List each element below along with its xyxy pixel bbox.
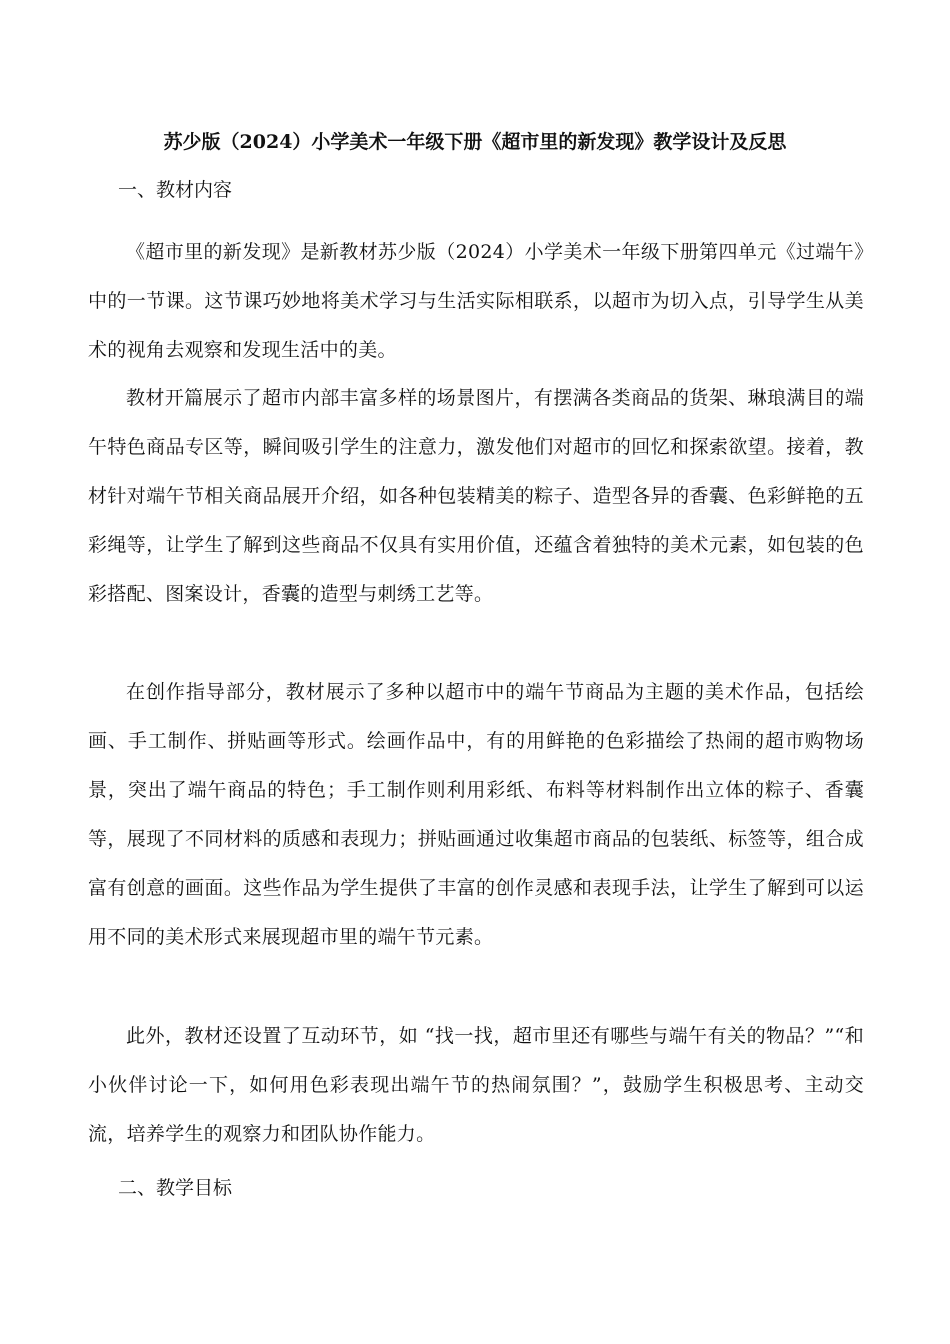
paragraph: 在创作指导部分，教材展示了多种以超市中的端午节商品为主题的美术作品，包括绘画、手工制作、拼贴画等形式。绘画作品中，有的用鲜艳的色彩描绘了热闹的超市购物场景，突出了端午商品的特色；手工制作则利用彩纸、布料等材料制作出立体的粽子、香囊等，展现了不同材料的质感和表现力；拼贴画通过收集超市商品的包装纸、标签等，组合成富有创意的画面。这些作品为学生提供了丰富的创作灵感和表现手法，让学生了解到可以运用不同的美术形式来展现超市里的端午节元素。	[88, 681, 864, 948]
section-heading-teaching-goals: 二、教学目标	[118, 1177, 233, 1199]
paragraph: 教材开篇展示了超市内部丰富多样的场景图片，有摆满各类商品的货架、琳琅满目的端午特色商品专区等，瞬间吸引学生的注意力，激发他们对超市的回忆和探索欲望。接着，教材针对端午节相关商品展开介绍，如各种包装精美的粽子、造型各异的香囊、色彩鲜艳的五彩绳等，让学生了解到这些商品不仅具有实用价值，还蕴含着独特的美术元素，如包装的色彩搭配、图案设计，香囊的造型与刺绣工艺等。	[88, 387, 864, 605]
document-title: 苏少版（2024）小学美术一年级下册《超市里的新发现》教学设计及反思	[163, 131, 787, 153]
paragraph: 此外，教材还设置了互动环节，如 “找一找，超市里还有哪些与端午有关的物品？”“和小伙伴讨论一下，如何用色彩表现出端午节的热闹氛围？”，鼓励学生积极思考、主动交流，培养学生的观察力和团队协作能力。	[88, 1025, 864, 1145]
paragraph: 《超市里的新发现》是新教材苏少版（2024）小学美术一年级下册第四单元《过端午》中的一节课。这节课巧妙地将美术学习与生活实际相联系，以超市为切入点，引导学生从美术的视角去观察和发现生活中的美。	[88, 241, 864, 361]
section-heading-teaching-content: 一、教材内容	[118, 179, 233, 201]
